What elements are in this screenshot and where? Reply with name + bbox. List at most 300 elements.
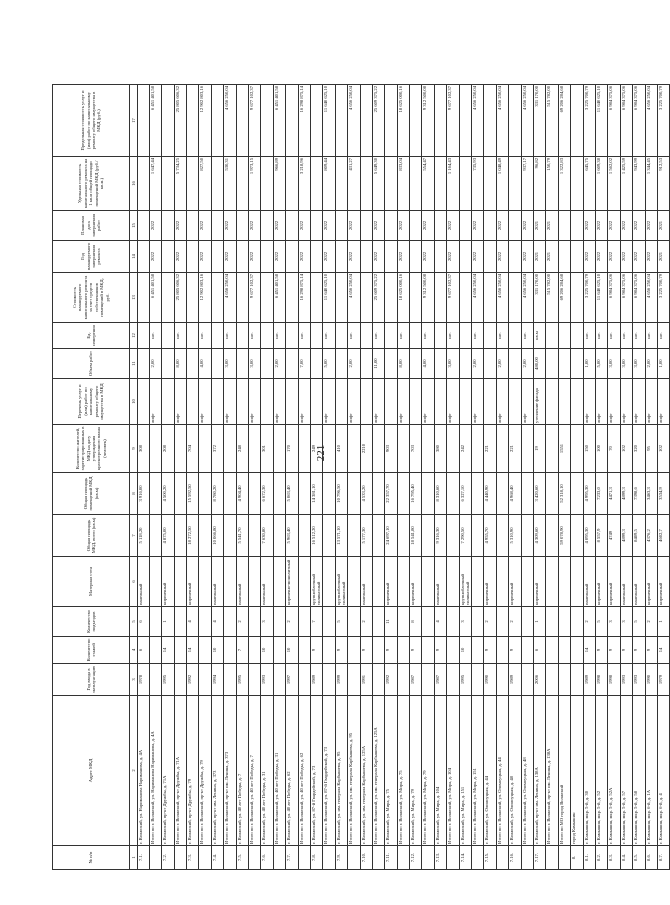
table-cell [521, 515, 533, 557]
table-cell: панельный [633, 557, 645, 607]
table-cell: 7.7. [286, 846, 298, 870]
table-cell: 833,04 [397, 157, 409, 211]
table-row [323, 85, 335, 870]
table-cell: 4749 [608, 515, 620, 557]
table-row [397, 85, 409, 870]
table-cell [137, 85, 149, 157]
column-header: Год ввода в эксплуатацию [53, 664, 130, 696]
table-cell: шт. [521, 323, 533, 349]
column-header: Ед. измерения [53, 323, 130, 349]
table-cell [484, 379, 496, 425]
table-cell: 102 [620, 425, 632, 473]
table-cell: 645,75 [583, 157, 595, 211]
table-cell: 9 [620, 637, 632, 664]
table-cell: 2022 [422, 241, 434, 273]
table-cell: 1990 [645, 664, 657, 696]
table-cell [571, 664, 583, 696]
table-cell: Итого по г. Волжский, ул. Оломоуцкая, д. 44 [496, 696, 508, 846]
table-cell: 11 [385, 607, 397, 637]
table-cell: 7.1. [137, 846, 149, 870]
table-cell: 2022 [224, 211, 236, 241]
table-cell: 4899,3 [620, 473, 632, 515]
table-cell [509, 211, 521, 241]
table-cell [298, 607, 310, 637]
table-cell [149, 664, 161, 696]
table-cell: кирпичный [410, 557, 422, 607]
table-cell [571, 211, 583, 241]
table-cell: 208 [162, 425, 174, 473]
table-cell [174, 846, 186, 870]
table-cell [397, 846, 409, 870]
table-cell: 9 [434, 637, 446, 664]
table-cell: 1 164,43 [447, 157, 459, 211]
column-number: 1 [130, 846, 138, 870]
table-cell [410, 157, 422, 211]
table-cell [434, 211, 446, 241]
table-cell: 3 916,00 [137, 473, 149, 515]
table-cell: 7.13. [434, 846, 446, 870]
table-cell: 431,27 [348, 157, 360, 211]
table-cell: панельный [236, 557, 248, 607]
table-cell: г. Камышин, мкр. 5-й, д. 52А [608, 696, 620, 846]
table-cell: 25 805 606,32 [174, 273, 186, 323]
table-cell [348, 425, 360, 473]
table-cell [397, 425, 409, 473]
table-cell: шт. [298, 323, 310, 349]
table-cell: 4 656 250,04 [521, 273, 533, 323]
table-cell: 4 656 250,04 [496, 85, 508, 157]
table-cell: 2022 [472, 241, 484, 273]
table-cell [447, 664, 459, 696]
table-cell [249, 846, 261, 870]
table-cell: 2 [484, 607, 496, 637]
table-body [137, 85, 670, 870]
table-cell: 1995 [162, 664, 174, 696]
table-cell: 6 984 375,06 [633, 273, 645, 323]
table-cell: 3 225 700,79 [657, 85, 669, 157]
table-cell: 6 451 401,58 [149, 85, 161, 157]
table-cell [372, 637, 384, 664]
table-cell: г. Волжский, ул. Оломоуцкая, д. 48 [509, 696, 521, 846]
table-cell: 9 [509, 637, 521, 664]
table-row [335, 85, 347, 870]
table-cell: 5 963,40 [286, 515, 298, 557]
table-cell: Итого по МО город Волжский [558, 696, 570, 846]
table-cell [310, 241, 322, 273]
table-cell [187, 241, 199, 273]
table-cell: 8.6. [645, 846, 657, 870]
table-cell [162, 349, 174, 379]
table-cell: 2022 [149, 211, 161, 241]
table-cell: 1993 [633, 664, 645, 696]
table-cell [360, 349, 372, 379]
table-cell [249, 425, 261, 473]
table-cell: 1993 [620, 664, 632, 696]
table-cell: Итого по г. Волжский, ул. им. генерала Карбышева, д. 125А [372, 696, 384, 846]
table-cell: 515 782,00 [546, 273, 558, 323]
table-cell [261, 379, 273, 425]
table-cell [174, 425, 186, 473]
table-cell [546, 473, 558, 515]
table-cell [286, 211, 298, 241]
table-cell [149, 607, 161, 637]
table-cell [310, 379, 322, 425]
table-cell: 16 512,20 [310, 515, 322, 557]
table-cell: 15 592,50 [187, 473, 199, 515]
column-header: Предельная стоимость услуг и (или) работ по капитальному ремонту общего имущества в МКД (руб.) [53, 85, 130, 157]
table-cell [546, 349, 558, 379]
table-cell: 8 310,60 [434, 473, 446, 515]
table-cell [261, 323, 273, 349]
column-number: 3 [130, 664, 138, 696]
table-cell [571, 273, 583, 323]
table-cell: 8 780,20 [211, 473, 223, 515]
table-cell: 7 [310, 607, 322, 637]
table-cell: 2022 [633, 211, 645, 241]
table-cell: 1998 [608, 664, 620, 696]
table-cell [348, 473, 360, 515]
table-cell: 331 170,00 [534, 85, 546, 157]
table-cell [286, 323, 298, 349]
table-cell: 10 [286, 637, 298, 664]
table-cell [335, 85, 347, 157]
column-header: Плановая дата завершения работ [53, 211, 130, 241]
table-cell: 308 [137, 425, 149, 473]
table-cell [298, 515, 310, 557]
table-cell: 2022 [397, 211, 409, 241]
table-cell: 9 [595, 637, 607, 664]
table-cell [546, 515, 558, 557]
table-cell: 10 [261, 637, 273, 664]
header-row [53, 85, 130, 870]
table-cell: лифт [323, 379, 335, 425]
column-number-row [130, 85, 138, 870]
table-cell [261, 273, 273, 323]
table-cell: кв.м [534, 323, 546, 349]
table-cell [459, 85, 471, 157]
table-cell [385, 157, 397, 211]
table-cell: 2022 [397, 241, 409, 273]
table-cell: 2022 [149, 241, 161, 273]
capital-repair-table [52, 84, 670, 870]
table-cell [224, 425, 236, 473]
table-cell [335, 323, 347, 349]
table-cell: Итого по г. Волжский, пр-кт им. Ленина, д. 138А [546, 696, 558, 846]
table-cell: 1 322,83 [558, 157, 570, 211]
table-cell [149, 425, 161, 473]
table-cell: 6 984 375,06 [620, 85, 632, 157]
table-cell: г. Камышин, мкр. 6-й, д. 4 [657, 696, 669, 846]
table-cell [434, 157, 446, 211]
table-cell [360, 157, 372, 211]
column-header: Количество этажей [53, 637, 130, 664]
table-cell [447, 846, 459, 870]
table-cell: 827,50 [199, 157, 211, 211]
table-cell: 9 677 102,37 [447, 85, 459, 157]
table-cell [286, 241, 298, 273]
table-cell: 9 [335, 637, 347, 664]
table-cell [571, 85, 583, 157]
table-cell: 7398,6 [633, 473, 645, 515]
table-cell: город Камышин [571, 696, 583, 846]
table-cell: 5,00 [595, 349, 607, 379]
table-cell [434, 273, 446, 323]
table-cell [509, 85, 521, 157]
table-cell [472, 846, 484, 870]
table-row [422, 85, 434, 870]
table-cell: 2 [360, 607, 372, 637]
table-cell: 9 677 102,37 [249, 85, 261, 157]
table-cell: шт. [397, 323, 409, 349]
table-cell: 2022 [645, 211, 657, 241]
table-cell: 6 451 401,58 [149, 273, 161, 323]
table-cell: 6 [137, 607, 149, 637]
table-cell [509, 241, 521, 273]
table-cell [310, 85, 322, 157]
table-cell [162, 85, 174, 157]
table-cell [372, 515, 384, 557]
column-number: 5 [130, 607, 138, 637]
table-cell: 2022 [224, 241, 236, 273]
table-cell: 16 795,40 [410, 473, 422, 515]
table-cell: 2,00 [348, 349, 360, 379]
table-cell: 6 [534, 637, 546, 664]
table-cell: крупноблочный силикатный [310, 557, 322, 607]
table-cell: 3534,9 [657, 473, 669, 515]
table-cell: 7 [236, 637, 248, 664]
table-cell: 69 206 284,68 [558, 85, 570, 157]
table-cell: Итого по г. Волжский, ул. 40 лет Победы, д. 31 [273, 696, 285, 846]
table-cell: 52 318,10 [558, 473, 570, 515]
table-cell [571, 157, 583, 211]
table-row [620, 85, 632, 870]
column-number: 6 [130, 557, 138, 607]
table-cell [521, 846, 533, 870]
table-cell: шт. [348, 323, 360, 349]
table-cell [211, 323, 223, 349]
table-cell: 4 [187, 607, 199, 637]
table-cell: 1 973,15 [249, 157, 261, 211]
table-cell: 4 656 250,04 [348, 85, 360, 157]
table-cell [410, 323, 422, 349]
table-cell [484, 273, 496, 323]
table-cell [447, 425, 459, 473]
table-cell [323, 473, 335, 515]
table-cell: лифт [472, 379, 484, 425]
table-cell [286, 349, 298, 379]
table-cell: г. Волжский, ул. 40 лет Победы, д. 31 [261, 696, 273, 846]
table-cell: 8.5. [633, 846, 645, 870]
table-cell [360, 241, 372, 273]
table-cell [459, 241, 471, 273]
table-cell: 1551 [558, 425, 570, 473]
table-cell: Итого по г. Волжский, ул. 40 лет Победы, д. 62 [298, 696, 310, 846]
table-cell: 1999 [335, 664, 347, 696]
table-cell [323, 637, 335, 664]
table-cell [137, 349, 149, 379]
table-cell: 8.3. [608, 846, 620, 870]
table-cell [199, 607, 211, 637]
table-cell: 13 571,10 [335, 515, 347, 557]
table-cell [571, 379, 583, 425]
table-cell: 2022 [249, 241, 261, 273]
table-cell: 12 902 803,16 [199, 273, 211, 323]
table-cell: 2022 [372, 211, 384, 241]
table-cell [211, 157, 223, 211]
table-cell [298, 425, 310, 473]
table-cell [187, 85, 199, 157]
table-cell: 943,99 [633, 157, 645, 211]
table-cell: 7,00 [298, 349, 310, 379]
table-cell: шт. [633, 323, 645, 349]
table-cell: 4 875,00 [162, 515, 174, 557]
table-cell: кирпичный [187, 557, 199, 607]
table-cell: г. Камышин, мкр. 6-й, д. 1А [645, 696, 657, 846]
table-cell: 9 [385, 637, 397, 664]
table-cell: 3 225 700,79 [583, 273, 595, 323]
table-cell: шт. [620, 323, 632, 349]
table-cell [187, 349, 199, 379]
table-cell: г. Волжский, ул. Мира, д. 151 [459, 696, 471, 846]
table-cell: 1 344,45 [645, 157, 657, 211]
table-cell: 6 327,10 [459, 473, 471, 515]
table-cell [546, 323, 558, 349]
table-cell: 3,00 [447, 349, 459, 379]
table-cell: шт. [595, 323, 607, 349]
table-cell [434, 323, 446, 349]
table-cell: 7233,0 [595, 473, 607, 515]
table-cell [571, 637, 583, 664]
table-cell: 59 078,90 [558, 515, 570, 557]
table-cell: г. Волжский, пр-кт Дружбы, д. 71А [162, 696, 174, 846]
table-row [608, 85, 620, 870]
table-cell [447, 637, 459, 664]
column-number: 4 [130, 637, 138, 664]
table-cell [360, 323, 372, 349]
table-cell: 69 206 284,68 [558, 273, 570, 323]
table-cell: 3 225 700,79 [583, 85, 595, 157]
table-cell: 221 [484, 425, 496, 473]
table-cell [261, 241, 273, 273]
table-cell [187, 157, 199, 211]
table-row [459, 85, 471, 870]
table-cell: 6 984 375,06 [608, 85, 620, 157]
table-cell [310, 273, 322, 323]
table-cell [410, 379, 422, 425]
table-cell [558, 379, 570, 425]
table-cell [162, 323, 174, 349]
table-cell [459, 211, 471, 241]
table-cell: лифт [224, 379, 236, 425]
table-cell: 6 451 401,58 [273, 273, 285, 323]
table-cell: 8,00 [174, 349, 186, 379]
table-cell: 3 [459, 607, 471, 637]
table-cell [199, 846, 211, 870]
table-cell [249, 664, 261, 696]
table-cell [571, 473, 583, 515]
table-cell: 4 656 250,04 [645, 273, 657, 323]
table-cell: шт. [472, 323, 484, 349]
table-cell [224, 515, 236, 557]
table-cell: шт. [149, 323, 161, 349]
table-cell [484, 157, 496, 211]
table-cell [298, 664, 310, 696]
table-cell [249, 473, 261, 515]
column-header: Удельная стоимость капитального ремонта на 1 кв.м общей площади помещений МКД (руб./кв.м.) [53, 157, 130, 211]
table-cell [422, 637, 434, 664]
table-cell: 7.12. [410, 846, 422, 870]
table-cell [372, 607, 384, 637]
table-cell: Итого по г. Волжский, ул. 87-й Гвардейской, д. 73 [323, 696, 335, 846]
table-cell: панельный [434, 557, 446, 607]
table-cell: 410 [335, 425, 347, 473]
table-cell: 5 [595, 607, 607, 637]
table-cell: 70 [608, 425, 620, 473]
table-cell: 24 697,10 [385, 515, 397, 557]
rotated-table-container [52, 85, 663, 870]
table-row [521, 85, 533, 870]
table-cell [310, 157, 322, 211]
table-cell: 554,47 [422, 157, 434, 211]
table-cell: утепление фасада [534, 379, 546, 425]
table-cell [211, 349, 223, 379]
table-cell [558, 846, 570, 870]
table-cell [372, 664, 384, 696]
table-cell [422, 664, 434, 696]
table-cell: Итого по г. Волжский, ул. Мира, д. 151 [472, 696, 484, 846]
table-cell: 1993 [261, 664, 273, 696]
table-cell: шт. [224, 323, 236, 349]
table-cell [149, 557, 161, 607]
table-cell: лифт [199, 379, 211, 425]
table-cell: 2022 [447, 211, 459, 241]
table-cell: 1 562,02 [608, 157, 620, 211]
table-cell [484, 349, 496, 379]
table-cell: 4 656 250,04 [348, 273, 360, 323]
table-cell [546, 379, 558, 425]
table-cell: 1 048,49 [496, 157, 508, 211]
table-cell: 704 [187, 425, 199, 473]
table-cell: г. Волжский, ул. Мира, д. 79 [410, 696, 422, 846]
table-cell [410, 211, 422, 241]
table-cell: 2022 [249, 211, 261, 241]
table-cell: кирпичный [534, 557, 546, 607]
table-cell [199, 425, 211, 473]
table-cell: г. Волжский, пр-кт им. Ленина, д. 138А [534, 696, 546, 846]
table-cell [434, 85, 446, 157]
table-cell [211, 211, 223, 241]
table-cell: 9 [608, 637, 620, 664]
table-cell: 4 309,60 [534, 515, 546, 557]
table-cell: кирпичный [595, 557, 607, 607]
table-cell [422, 557, 434, 607]
table-row [348, 85, 360, 870]
table-cell [199, 557, 211, 607]
table-cell: 372 [211, 425, 223, 473]
table-cell: 18 625 000,16 [397, 273, 409, 323]
table-cell: 7.6. [261, 846, 273, 870]
table-cell [298, 846, 310, 870]
table-cell: 25 805 606,32 [174, 85, 186, 157]
table-cell [199, 637, 211, 664]
table-cell: 7.3. [187, 846, 199, 870]
table-cell: шт. [174, 323, 186, 349]
column-header: Стоимость планируемого капитального ремонта за счет средств собственников помещений в МКД, руб. [53, 273, 130, 323]
table-cell [472, 557, 484, 607]
table-cell: 4 533,20 [360, 473, 372, 515]
table-cell: 2022 [595, 211, 607, 241]
table-cell [422, 515, 434, 557]
